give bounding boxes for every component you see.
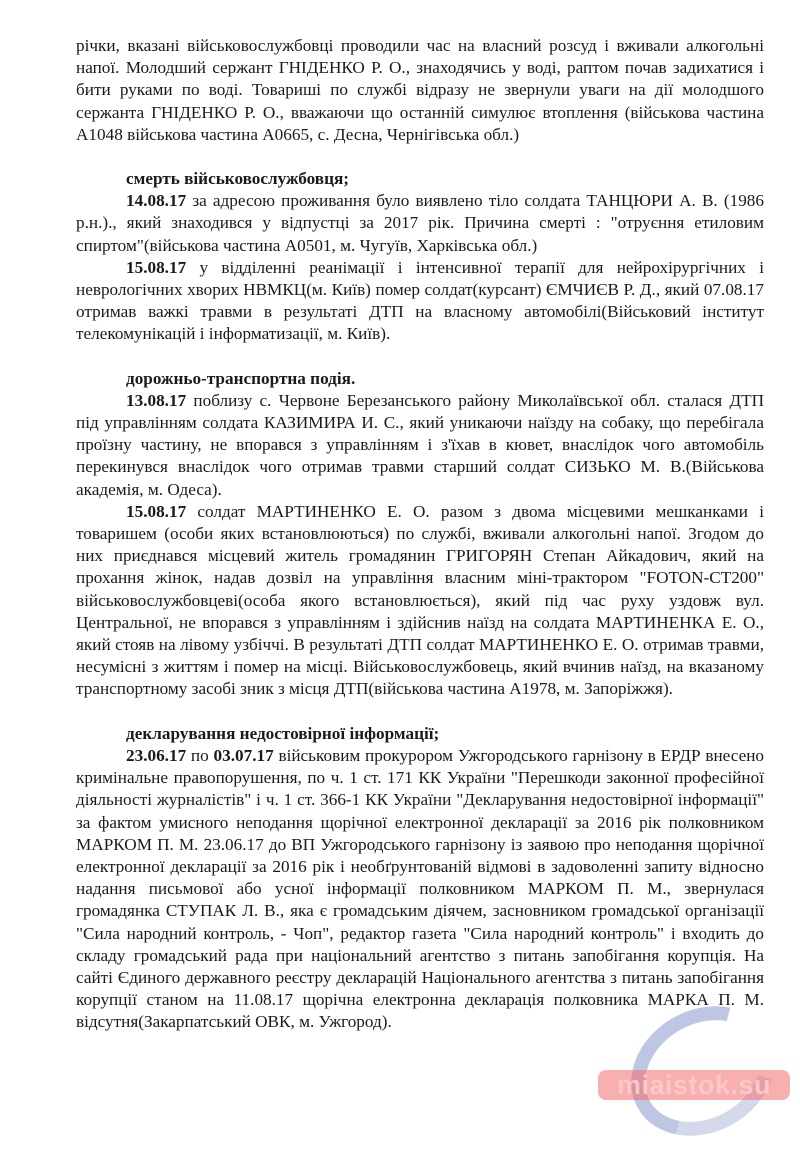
document-page bbox=[76, 35, 764, 1034]
incident-text: поблизу с. Червоне Березанського району Миколаївської обл. сталася ДТП під управлінням солдата КАЗИМИРА И. С., який уникаючи наїзду на собаку, що перебігала проїзну частину, не впорався з управлінням і з'їхав в кювет, внаслідок чого автомобіль перекинувся внаслідок чого отримав травми старший солдат СИЗЬКО М. В.(Військова академія, м. Одеса). bbox=[76, 390, 764, 499]
section-heading: декларування недостовірної інформації; bbox=[126, 723, 440, 743]
incident-entry bbox=[76, 190, 764, 257]
section-heading: дорожньо-транспортна подія. bbox=[126, 368, 356, 388]
incident-date: 15.08.17 bbox=[126, 501, 187, 521]
incident-text: у відділенні реанімації і інтенсивної терапії для нейрохірургічних і неврологічних хворих НВМКЦ(м. Київ) помер солдат(курсант) ЄМЧИЄВ Р. Д., який 07.08.17 отримав важкі травми в результаті ДТП на власному автомобілі(Військовий інститут телекомунікацій і інформатизації, м. Київ). bbox=[76, 257, 764, 344]
spacer bbox=[76, 346, 764, 368]
incident-entry bbox=[76, 257, 764, 346]
incident-text: солдат МАРТИНЕНКО Е. О. разом з двома місцевими мешканками і товаришем (особи яких встановлюються) по службі, вживали алкогольні напої. Згодом до них приєднався місцевий житель громадянин ГРИГОРЯН Степан Айкадович, який на прохання жінок, надав дозвіл на управління власним міні-трактором "FOTON-CT200" військовослужбовцеві(особа якого встановлюється), який під час руху уздовж вул. Центральної, не впорався з управлінням і здійснив наїзд на солдата МАРТИНЕНКА Е. О., який стояв на лівому узбіччі. В результаті ДТП солдат МАРТИНЕНКО Е. О. отримав травми, несумісні з життям і помер на місці. Військовослужбовець, який вчинив наїзд, на вказаному транспортному засобі зник з місця ДТП(військова частина А1978, м. Запоріжжя). bbox=[76, 501, 764, 699]
watermark-label: miaistok.su bbox=[598, 1070, 790, 1100]
incident-date: 13.08.17 bbox=[126, 390, 187, 410]
section-false-declaration bbox=[76, 723, 764, 1034]
incident-entry bbox=[76, 745, 764, 1034]
incident-date-start: 23.06.17 bbox=[126, 745, 187, 765]
incident-date-end: 03.07.17 bbox=[213, 745, 274, 765]
spacer bbox=[76, 701, 764, 723]
incident-date: 15.08.17 bbox=[126, 257, 187, 277]
incident-text: військовим прокурором Ужгородського гарнізону в ЕРДР внесено кримінальне правопорушення, по ч. 1 ст. 171 КК України "Перешкоди законної професійної діяльності журналістів" і ч. 1 ст. 366-1 КК України "Декларування недостовірної інформації" за фактом умисного неподання щорічної електронної декларації за 2016 рік полковником МАРКОМ П. М. 23.06.17 до ВП Ужгородського гарнізону із заявою про неподання щорічної електронної декларації за 2016 рік і необґрунтованій відмові в задоволенні запиту відносно надання письмової або усної інформації полковником МАРКОМ П. М., звернулася громадянка СТУПАК Л. В., яка є громадським діячем, засновником громадської організації "Сила народний контроль, - Чоп", редактор газета "Сила народний контроль" і входить до складу громадський рада при національний агентство з питань запобігання корупція. На сайті Єдиного державного реєстру декларацій Національного агентства з питань запобігання корупції станом на 11.08.17 щорічна електронна декларація полковника МАРКА П. М. відсутня(Закарпатський ОВК, м. Ужгород). bbox=[76, 745, 765, 1032]
incident-entry bbox=[76, 390, 764, 501]
section-traffic-accident bbox=[76, 368, 764, 701]
spacer bbox=[76, 146, 764, 168]
incident-text: за адресою проживання було виявлено тіло солдата ТАНЦЮРИ А. В. (1986 р.н.)., який знаходився у відпустці за 2017 рік. Причина смерті : "отруєння етиловим спиртом"(військова частина А0501, м. Чугуїв, Харківська обл.) bbox=[76, 191, 764, 255]
intro-paragraph: річки, вказані військовослужбовці проводили час на власний розсуд і вживали алкогольні напої. Молодший сержант ГНІДЕНКО Р. О., знаходячись у воді, раптом почав задихатися і бити руками по воді. Товариші по службі відразу не звернули уваги на дії молодшого сержанта ГНІДЕНКО Р. О., вважаючи що останній симулює втоплення (військова частина А1048 військова частина А0665, с. Десна, Чернігівська обл.) bbox=[76, 36, 764, 144]
section-heading: смерть військовослужбовця; bbox=[126, 169, 350, 189]
incident-entry bbox=[76, 501, 764, 701]
date-connector: по bbox=[186, 745, 214, 765]
section-serviceman-death bbox=[76, 168, 764, 346]
incident-date: 14.08.17 bbox=[126, 191, 187, 211]
